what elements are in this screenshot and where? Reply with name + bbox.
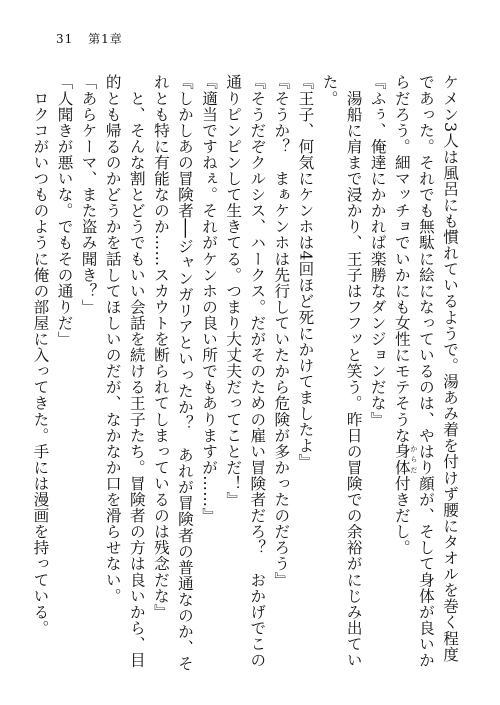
paragraph: 『王子、何気にケンホは4回ほど死にかけてましたよ』: [296, 74, 315, 470]
paragraph: 湯船に肩まで浸かり、王子はフフッと笑う。昨日の冒険での余裕がにじみ出ていた。: [320, 74, 363, 668]
page-number: 31: [56, 32, 74, 46]
paragraph: 「あらケーマ、また盗み聞き？」: [79, 74, 98, 315]
paragraph: ロクコがいつものように俺の部屋に入ってきた。手には漫画を持っている。: [31, 74, 50, 636]
page-header: [56, 30, 123, 47]
paragraph: 『しかしあの冒険者──ジャンガリアといったか？ あれが冒険者の普通なのか、それとも特に有能なのか……スカウトを断られてしまっているのは残念だな』: [151, 74, 194, 672]
chapter-title: 第1章: [88, 32, 123, 46]
vertical-text-body: [27, 74, 462, 674]
paragraph: 『適当ですねぇ。それがケンホの良い所でもありますが……』: [200, 74, 219, 524]
paragraph: と、そんな割とどうでもいい会話を続ける王子たち。冒険者の方は良いから、目的とも帰るのかどうかを話してほしいのだが、なかなか口を滑らせない。: [103, 74, 146, 668]
paragraph: ケメン3人は風呂にも慣れているようで。湯あみ着を付けず腰にタオルを巻く程度であった。それでも無駄に絵になっているのは、やはり顔が、そして身体が良いからだろう。細マッチョでいかにも女性にモテそうな身体 からだ付きだし。: [392, 74, 459, 668]
paragraph: 『そうだぞクルシス、ハークス。だがそのための雇い冒険者だろ？ おかげでこの通りピンピンして生きてる。つまり大丈夫だってことだ！』: [224, 74, 267, 668]
paragraph: 「人聞きが悪いな。でもその通りだ」: [55, 74, 74, 347]
ruby-annotation: 身体 からだ: [392, 443, 418, 476]
paragraph: 『ふぅ、俺達にかかれば楽勝なダンジョンだな』: [368, 74, 387, 428]
paragraph: 『そうか？ まぁケンホは先行していたから危険が多かったのだろう』: [272, 74, 291, 588]
